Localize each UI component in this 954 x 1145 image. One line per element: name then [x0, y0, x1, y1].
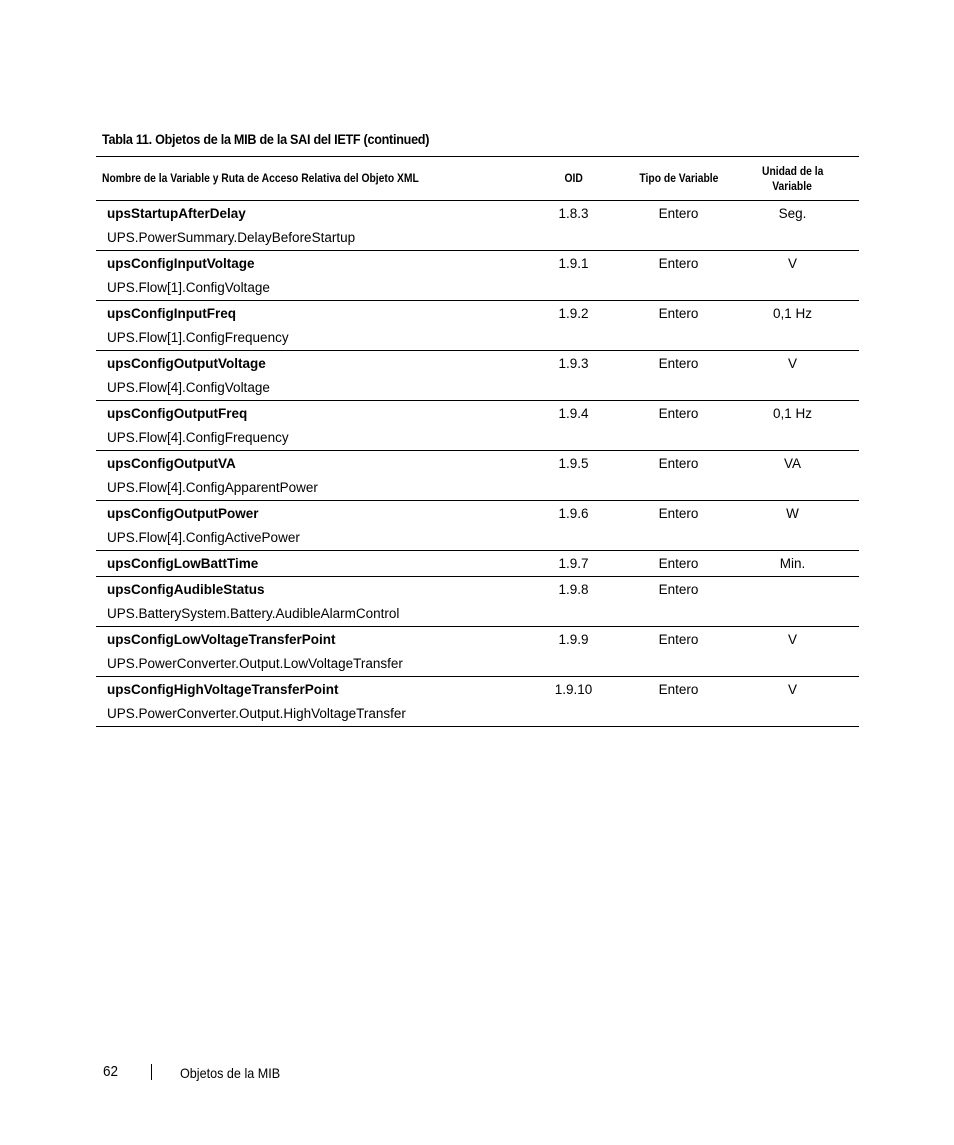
- table-row: [96, 301, 859, 351]
- type-cell: Entero: [631, 251, 726, 301]
- table-row: [96, 401, 859, 451]
- xml-object-path: UPS.PowerConverter.Output.HighVoltageTransfer: [107, 706, 406, 721]
- unit-cell: [726, 577, 859, 627]
- variable-cell: [96, 627, 516, 677]
- variable-cell: [96, 201, 516, 251]
- xml-object-path: UPS.Flow[4].ConfigVoltage: [107, 380, 270, 395]
- variable-name: upsConfigInputVoltage: [107, 256, 255, 271]
- type-cell: Entero: [631, 677, 726, 727]
- oid-cell: 1.9.7: [516, 551, 631, 577]
- xml-object-path: UPS.PowerConverter.Output.LowVoltageTransfer: [107, 656, 403, 671]
- xml-object-path: UPS.Flow[1].ConfigVoltage: [107, 280, 270, 295]
- variable-name: upsConfigOutputFreq: [107, 406, 248, 421]
- variable-cell: [96, 301, 516, 351]
- mib-objects-table: [96, 156, 859, 727]
- variable-cell: [96, 451, 516, 501]
- unit-cell: VA: [726, 451, 859, 501]
- type-cell: Entero: [631, 301, 726, 351]
- xml-object-path: UPS.Flow[1].ConfigFrequency: [107, 330, 289, 345]
- variable-name: upsStartupAfterDelay: [107, 206, 246, 221]
- table-row: [96, 201, 859, 251]
- type-cell: Entero: [631, 351, 726, 401]
- variable-name: upsConfigLowBattTime: [107, 556, 259, 571]
- xml-object-path: UPS.BatterySystem.Battery.AudibleAlarmControl: [107, 606, 400, 621]
- xml-object-path: UPS.PowerSummary.DelayBeforeStartup: [107, 230, 356, 245]
- header-variable-type: Tipo de Variable: [631, 157, 726, 201]
- header-oid: OID: [516, 157, 631, 201]
- unit-cell: W: [726, 501, 859, 551]
- page-number: 62: [103, 1063, 119, 1080]
- variable-name: upsConfigOutputVA: [107, 456, 236, 471]
- oid-cell: 1.9.4: [516, 401, 631, 451]
- unit-cell: 0,1 Hz: [726, 301, 859, 351]
- variable-name: upsConfigOutputPower: [107, 506, 259, 521]
- table-row: [96, 351, 859, 401]
- type-cell: Entero: [631, 501, 726, 551]
- table-row: [96, 677, 859, 727]
- table-row: [96, 251, 859, 301]
- table-row: [96, 627, 859, 677]
- table-row: [96, 551, 859, 577]
- unit-cell: Seg.: [726, 201, 859, 251]
- type-cell: Entero: [631, 551, 726, 577]
- oid-cell: 1.9.10: [516, 677, 631, 727]
- unit-cell: 0,1 Hz: [726, 401, 859, 451]
- variable-name: upsConfigAudibleStatus: [107, 582, 265, 597]
- table-row: [96, 501, 859, 551]
- type-cell: Entero: [631, 577, 726, 627]
- type-cell: Entero: [631, 451, 726, 501]
- type-cell: Entero: [631, 627, 726, 677]
- footer-section-title: Objetos de la MIB: [180, 1065, 281, 1081]
- variable-cell: [96, 251, 516, 301]
- oid-cell: 1.9.1: [516, 251, 631, 301]
- variable-cell: [96, 551, 516, 577]
- xml-object-path: UPS.Flow[4].ConfigFrequency: [107, 430, 289, 445]
- type-cell: Entero: [631, 401, 726, 451]
- variable-name: upsConfigLowVoltageTransferPoint: [107, 632, 336, 647]
- unit-cell: V: [726, 351, 859, 401]
- xml-object-path: UPS.Flow[4].ConfigApparentPower: [107, 480, 318, 495]
- variable-cell: [96, 501, 516, 551]
- xml-object-path: UPS.Flow[4].ConfigActivePower: [107, 530, 300, 545]
- footer-divider: [151, 1064, 152, 1080]
- header-variable-name: Nombre de la Variable y Ruta de Acceso Relativa del Objeto XML: [96, 157, 516, 201]
- oid-cell: 1.8.3: [516, 201, 631, 251]
- unit-cell: V: [726, 251, 859, 301]
- table-caption: Tabla 11. Objetos de la MIB de la SAI del IETF (continued): [102, 131, 430, 147]
- variable-cell: [96, 351, 516, 401]
- variable-name: upsConfigInputFreq: [107, 306, 236, 321]
- oid-cell: 1.9.2: [516, 301, 631, 351]
- variable-name: upsConfigOutputVoltage: [107, 356, 266, 371]
- variable-cell: [96, 401, 516, 451]
- oid-cell: 1.9.3: [516, 351, 631, 401]
- unit-cell: V: [726, 627, 859, 677]
- variable-cell: [96, 677, 516, 727]
- variable-name: upsConfigHighVoltageTransferPoint: [107, 682, 339, 697]
- unit-cell: V: [726, 677, 859, 727]
- oid-cell: 1.9.5: [516, 451, 631, 501]
- table-row: [96, 451, 859, 501]
- variable-cell: [96, 577, 516, 627]
- oid-cell: 1.9.8: [516, 577, 631, 627]
- oid-cell: 1.9.6: [516, 501, 631, 551]
- header-variable-unit: Unidad de la Variable: [726, 157, 859, 201]
- table-header-row: [96, 157, 859, 201]
- unit-cell: Min.: [726, 551, 859, 577]
- type-cell: Entero: [631, 201, 726, 251]
- oid-cell: 1.9.9: [516, 627, 631, 677]
- table-row: [96, 577, 859, 627]
